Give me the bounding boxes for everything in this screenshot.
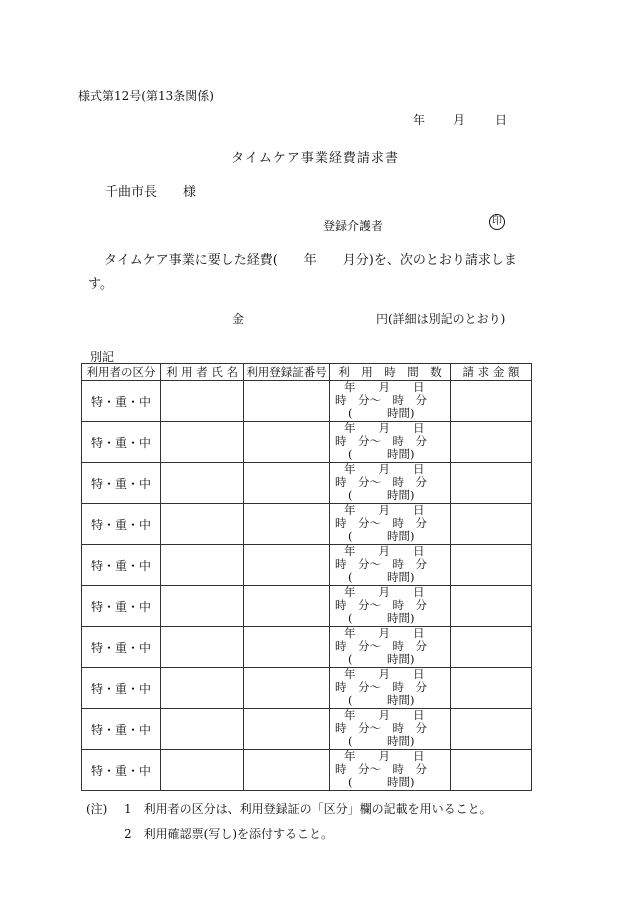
usage-time-range: 時 分～ 時 分 — [335, 557, 427, 571]
claim-amount-cell[interactable] — [451, 668, 532, 709]
usage-total-hours: ( 時間) — [348, 734, 415, 748]
form-number: 様式第12号(第13条関係) — [78, 89, 214, 103]
usage-hours-cell[interactable] — [330, 586, 451, 627]
table-row — [82, 668, 532, 709]
usage-time-range: 時 分～ 時 分 — [335, 598, 427, 612]
table-row — [82, 750, 532, 791]
usage-date: 年 月 日 — [344, 667, 425, 681]
usage-total-hours: ( 時間) — [348, 611, 415, 625]
user-name-cell[interactable] — [161, 504, 244, 545]
category-cell: 特・重・中 — [82, 545, 161, 586]
usage-hours-cell[interactable] — [330, 668, 451, 709]
user-name-cell[interactable] — [161, 545, 244, 586]
header-category: 利用者の区分 — [82, 364, 161, 381]
usage-time-range: 時 分～ 時 分 — [335, 721, 427, 735]
caregiver-label: 登録介護者 — [323, 219, 384, 233]
usage-time-range: 時 分～ 時 分 — [335, 516, 427, 530]
table-row — [82, 586, 532, 627]
claim-amount-cell[interactable] — [451, 381, 532, 422]
date-day: 日 — [495, 113, 508, 127]
claim-amount-cell[interactable] — [451, 750, 532, 791]
usage-date: 年 月 日 — [344, 544, 425, 558]
usage-total-hours: ( 時間) — [348, 488, 415, 502]
usage-hours-cell[interactable] — [330, 381, 451, 422]
document-title: タイムケア事業経費請求書 — [231, 151, 399, 166]
usage-date: 年 月 日 — [344, 421, 425, 435]
usage-total-hours: ( 時間) — [348, 406, 415, 420]
addressee: 千曲市長 様 — [105, 185, 197, 200]
registration-number-cell[interactable] — [244, 668, 330, 709]
registration-number-cell[interactable] — [244, 750, 330, 791]
claim-amount-cell[interactable] — [451, 422, 532, 463]
usage-time-range: 時 分～ 時 分 — [335, 475, 427, 489]
usage-total-hours: ( 時間) — [348, 775, 415, 789]
usage-time-range: 時 分～ 時 分 — [335, 393, 427, 407]
user-name-cell[interactable] — [161, 750, 244, 791]
date-line — [413, 111, 507, 128]
claim-amount-cell[interactable] — [451, 504, 532, 545]
usage-total-hours: ( 時間) — [348, 529, 415, 543]
table-row — [82, 463, 532, 504]
user-name-cell[interactable] — [161, 381, 244, 422]
category-cell: 特・重・中 — [82, 381, 161, 422]
note-item-2: 2 利用確認票(写し)を添付すること。 — [124, 827, 333, 841]
registration-number-cell[interactable] — [244, 627, 330, 668]
registration-number-cell[interactable] — [244, 586, 330, 627]
date-year: 年 — [413, 113, 426, 127]
usage-hours-cell[interactable] — [330, 709, 451, 750]
registration-number-cell[interactable] — [244, 463, 330, 504]
category-cell: 特・重・中 — [82, 463, 161, 504]
header-claim-amount: 請 求 金 額 — [451, 364, 532, 381]
table-row — [82, 709, 532, 750]
claim-amount-cell[interactable] — [451, 463, 532, 504]
table-row — [82, 545, 532, 586]
category-cell: 特・重・中 — [82, 750, 161, 791]
category-cell: 特・重・中 — [82, 668, 161, 709]
user-name-cell[interactable] — [161, 668, 244, 709]
usage-hours-cell[interactable] — [330, 627, 451, 668]
user-name-cell[interactable] — [161, 586, 244, 627]
category-cell: 特・重・中 — [82, 627, 161, 668]
header-usage-hours: 利 用 時 間 数 — [330, 364, 451, 381]
usage-hours-cell[interactable] — [330, 422, 451, 463]
user-name-cell[interactable] — [161, 709, 244, 750]
usage-date: 年 月 日 — [344, 380, 425, 394]
category-cell: 特・重・中 — [82, 504, 161, 545]
registration-number-cell[interactable] — [244, 422, 330, 463]
table-row — [82, 504, 532, 545]
claim-amount-cell[interactable] — [451, 709, 532, 750]
usage-time-range: 時 分～ 時 分 — [335, 434, 427, 448]
registration-number-cell[interactable] — [244, 504, 330, 545]
table-row — [82, 627, 532, 668]
usage-date: 年 月 日 — [344, 708, 425, 722]
registration-number-cell[interactable] — [244, 709, 330, 750]
usage-date: 年 月 日 — [344, 503, 425, 517]
usage-hours-cell[interactable] — [330, 504, 451, 545]
usage-total-hours: ( 時間) — [348, 693, 415, 707]
usage-hours-cell[interactable] — [330, 750, 451, 791]
table-header-row — [82, 364, 532, 381]
claim-amount-cell[interactable] — [451, 627, 532, 668]
usage-hours-cell[interactable] — [330, 463, 451, 504]
usage-date: 年 月 日 — [344, 462, 425, 476]
usage-hours-cell[interactable] — [330, 545, 451, 586]
header-registration-number: 利用登録証番号 — [244, 364, 330, 381]
note-item-1: 1 利用者の区分は、利用登録証の「区分」欄の記載を用いること。 — [124, 802, 492, 816]
usage-date: 年 月 日 — [344, 626, 425, 640]
appendix-label: 別記 — [90, 350, 115, 364]
notes-label: (注) — [86, 802, 108, 816]
user-name-cell[interactable] — [161, 627, 244, 668]
date-month: 月 — [453, 113, 466, 127]
registration-number-cell[interactable] — [244, 545, 330, 586]
user-name-cell[interactable] — [161, 463, 244, 504]
seal-mark: 印 — [489, 214, 505, 230]
usage-date: 年 月 日 — [344, 749, 425, 763]
usage-time-range: 時 分～ 時 分 — [335, 639, 427, 653]
claim-amount-cell[interactable] — [451, 586, 532, 627]
table-row — [82, 422, 532, 463]
usage-total-hours: ( 時間) — [348, 570, 415, 584]
usage-time-range: 時 分～ 時 分 — [335, 762, 427, 776]
usage-total-hours: ( 時間) — [348, 652, 415, 666]
category-cell: 特・重・中 — [82, 586, 161, 627]
table-row — [82, 381, 532, 422]
user-name-cell[interactable] — [161, 422, 244, 463]
usage-date: 年 月 日 — [344, 585, 425, 599]
registration-number-cell[interactable] — [244, 381, 330, 422]
header-user-name: 利 用 者 氏 名 — [161, 364, 244, 381]
claim-amount-cell[interactable] — [451, 545, 532, 586]
usage-table — [81, 363, 532, 791]
amount-line: 金 円(詳細は別記のとおり) — [232, 312, 506, 326]
category-cell: 特・重・中 — [82, 709, 161, 750]
body-text: タイムケア事業に要した経費( 年 月分)を、次のとおり請求します。 — [88, 253, 517, 292]
usage-total-hours: ( 時間) — [348, 447, 415, 461]
usage-time-range: 時 分～ 時 分 — [335, 680, 427, 694]
category-cell: 特・重・中 — [82, 422, 161, 463]
